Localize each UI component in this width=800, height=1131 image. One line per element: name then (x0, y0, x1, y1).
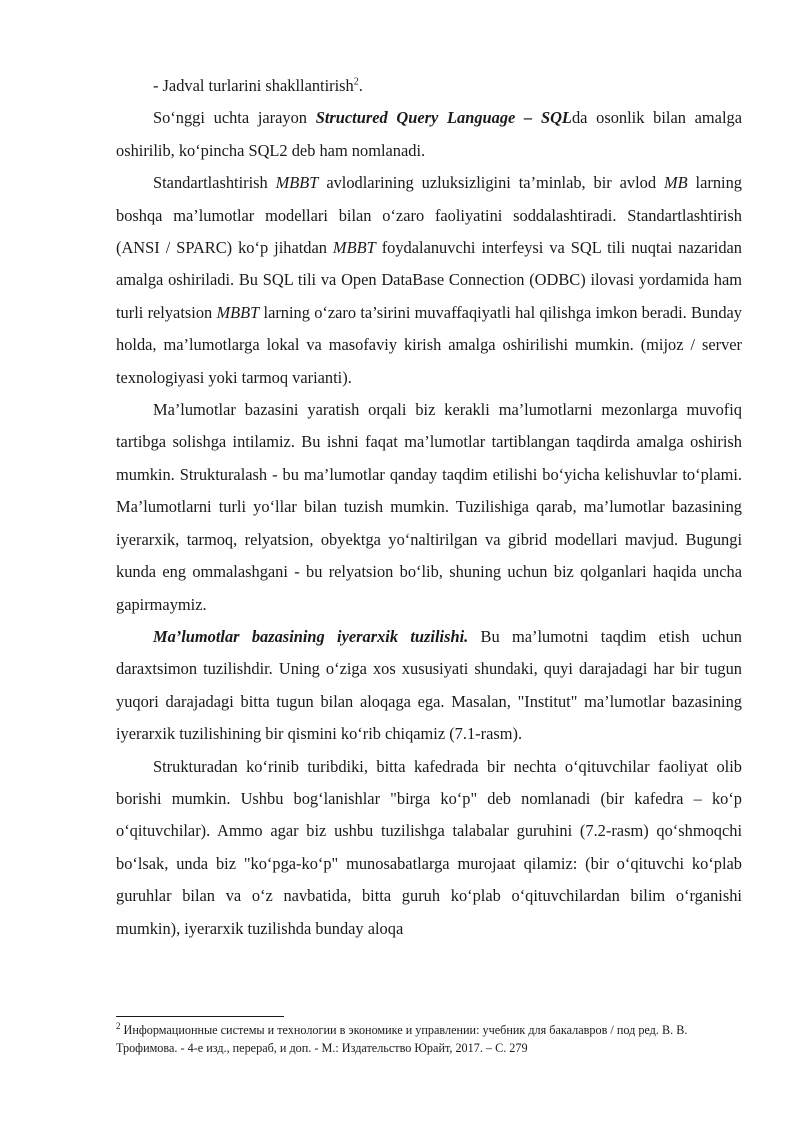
paragraph-1 (116, 70, 742, 102)
mbbt-term: MBBT (275, 173, 319, 193)
footnote-mark: 2 (116, 1020, 121, 1031)
paragraph-2-text-a: So‘nggi uchta jarayon (153, 108, 316, 128)
paragraph-6: Strukturadan ko‘rinib turibdiki, bitta kafedrada bir nechta o‘qituvchilar faoliyat olib borishi mumkin. Ushbu bog‘lanishlar "birga ko‘p" deb nomlanadi (bir kafedra – ko‘p o‘qituvchilar). Ammo agar biz ushbu tuzilishga talabalar guruhini (7.2-rasm) qo‘shmoqchi bo‘lsak, unda biz "ko‘pga-ko‘p" munosabatlarga murojaat qilamiz: (bir o‘qituvchi ko‘plab guruhlar bilan va o‘z navbatida, bitta guruh ko‘plab o‘qituvchilardan bilim o‘rganishi mumkin), iyerarxik tuzilishda bunday aloqa (116, 756, 742, 938)
paragraph-2-text-c: da osonlik bilan amalga oshirilib, ko‘pincha SQL2 deb ham nomlanadi. (116, 108, 742, 160)
mbbt-term: MBBT (332, 238, 376, 258)
paragraph-3 (116, 167, 742, 394)
sql-term: Structured Query Language – SQL (315, 108, 572, 128)
paragraph-3-text-a: Standartlashtirish (153, 173, 276, 193)
paragraph-4: Ma’lumotlar bazasini yaratish orqali biz kerakli ma’lumotlarni mezonlarga muvofiq tartibga solishga intilamiz. Bu ishni faqat ma’lumotlar tartiblangan taqdirda amalga oshirish mumkin. Strukturalash - bu ma’lumotlar qanday taqdim etilishi bo‘yicha kelishuvlar to‘plami. Ma’lumotlarni turli yo‘llar bilan tuzish mumkin. Tuzilishiga qarab, ma’lumotlar bazasining iyerarxik, tarmoq, relyatsion, obyektga yo‘naltirilgan va gibrid modellari mavjud. Bugungi kunda eng ommalashgani - bu relyatsion bo‘lib, shuning uchun biz qolganlari haqida uncha gapirmaymiz. (116, 400, 742, 614)
paragraph-3-text-g: foydalanuvchi interfeysi va SQL tili nuqtai nazaridan amalga oshiriladi. Bu SQL tili va Open DataBase Connection (ODBC) ilovasi yordamida ham turli relyatsion (116, 238, 742, 322)
paragraph-5-text: Bu ma’lumotni taqdim etish uchun daraxtsimon tuzilishdir. Uning o‘ziga xos xususiyati shundaki, quyi darajadagi har bir tugun yuqori darajadagi bitta tugun bilan aloqaga ega. Masalan, "Institut" ma’lumotlar bazasining iyerarxik tuzilishining bir qismini ko‘rib chiqamiz (7.1-rasm). (116, 626, 742, 744)
footnote-reference: 2 (353, 76, 359, 88)
paragraph-3-text-i: larning o‘zaro ta’sirini muvaffaqiyatli hal qilishga imkon beradi. Bunday holda, ma’lumotlarga lokal va masofaviy kirish amalga oshirilishi mumkin. (mijoz / server texnologiyasi yoki tarmoq varianti). (116, 302, 742, 387)
paragraph-2 (116, 102, 742, 167)
footnote-text: Информационные системы и технологии в экономике и управлении: учебник для бакалавров / под ред. В. В. Трофимова. - 4-е изд., перераб, и доп. - М.: Издательство Юрайт, 2017. – С. 279 (116, 1023, 688, 1055)
mb-term: MB (663, 173, 688, 193)
paragraph-1-end: . (358, 76, 363, 95)
footnote-separator (116, 1016, 284, 1017)
paragraph-5 (116, 621, 742, 751)
paragraph-1-text: - Jadval turlarini shakllantirish (153, 76, 354, 95)
paragraph-3-text-c: avlodlarining uzluksizligini ta’minlab, bir avlod (318, 173, 664, 193)
section-heading-hierarchical: Ma’lumotlar bazasining iyerarxik tuzilishi. (153, 626, 469, 646)
paragraph-3-text-e: larning boshqa ma’lumotlar modellari bilan o‘zaro faoliyatini soddalashtiradi. Standartlashtirish (ANSI / SPARC) ko‘p jihatdan (116, 173, 742, 258)
mbbt-term: MBBT (216, 302, 260, 322)
body-text (116, 70, 742, 945)
footnote (116, 1021, 746, 1057)
